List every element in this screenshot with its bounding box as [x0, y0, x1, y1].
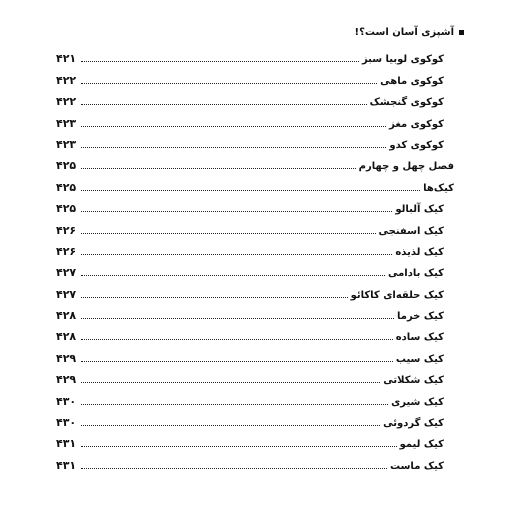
toc-entry-page: ۴۲۸: [56, 309, 77, 323]
toc-entry-title: کوکوی ماهی: [380, 75, 444, 87]
toc-entry: [56, 322, 454, 343]
toc-entry-page: ۴۲۳: [56, 116, 77, 130]
toc-entry-page: ۴۳۰: [56, 416, 77, 430]
toc-entry-title: کوکوی گنجشک: [369, 97, 444, 109]
toc-entry-page: ۴۲۳: [56, 137, 77, 151]
dot-leader: [81, 254, 392, 255]
toc-entry-page: ۴۳۱: [56, 437, 77, 451]
toc-entry-title: کیک لذیذه: [395, 246, 444, 258]
toc-entry-page: ۴۲۲: [56, 73, 77, 87]
toc-entry: [56, 258, 454, 279]
dot-leader: [81, 404, 388, 405]
toc-entry-page: ۴۲۱: [56, 52, 77, 66]
toc-entry-title: کوکوی کدو: [389, 139, 444, 151]
toc-entry-page: ۴۲۵: [56, 159, 77, 173]
toc-entry: [56, 215, 454, 236]
toc-entry: [56, 301, 454, 322]
dot-leader: [81, 339, 393, 340]
dot-leader: [81, 425, 380, 426]
dot-leader: [81, 468, 387, 469]
toc-section-entry: [56, 172, 454, 193]
dot-leader: [81, 297, 348, 298]
dot-leader: [81, 126, 386, 127]
toc-entry-title: کیک ساده: [395, 332, 444, 344]
toc-entry-title: کوکوی مغز: [389, 118, 444, 130]
toc-entry-page: ۴۲۶: [56, 223, 77, 237]
toc-entry-page: ۴۲۹: [56, 373, 77, 387]
toc-entry-title: کیک شکلاتی: [383, 375, 444, 387]
toc-entry-page: ۴۲۷: [56, 287, 77, 301]
toc-entry: [56, 194, 454, 215]
toc-entry-title: کیک‌ها: [423, 182, 454, 194]
toc-entry-title: فصل چهل و چهارم: [358, 161, 454, 173]
toc-entry-title: کیک خرما: [397, 311, 444, 323]
toc-entry: [56, 87, 454, 108]
toc-entry-page: ۴۲۵: [56, 202, 77, 216]
dot-leader: [81, 446, 397, 447]
toc-entry: [56, 44, 454, 65]
toc-entry: [56, 237, 454, 258]
dot-leader: [81, 61, 359, 62]
toc-entry: [56, 108, 454, 129]
toc-entry-page: ۴۲۸: [56, 330, 77, 344]
dot-leader: [81, 147, 386, 148]
dot-leader: [81, 190, 420, 191]
toc-entry-title: کیک اسفنجی: [378, 225, 444, 237]
toc-entry-page: ۴۳۱: [56, 458, 77, 472]
toc-entry-page: ۴۳۰: [56, 394, 77, 408]
toc-entry-title: کیک سیب: [395, 353, 444, 365]
toc-entry-title: کیک ماست: [390, 460, 444, 472]
toc-entry: [56, 429, 454, 450]
dot-leader: [81, 83, 377, 84]
bullet-square-icon: [459, 30, 464, 35]
toc-entry-title: کیک لیمو: [399, 439, 444, 451]
page-header-title: آشپزی آسان است؟!: [354, 27, 454, 38]
toc-entry-page: ۴۲۲: [56, 95, 77, 109]
toc-entry: [56, 386, 454, 407]
dot-leader: [81, 382, 380, 383]
toc-entry-title: کیک شیری: [391, 396, 444, 408]
toc-entry: [56, 408, 454, 429]
table-of-contents: [56, 44, 454, 472]
dot-leader: [81, 361, 393, 362]
toc-chapter-entry: [56, 151, 454, 172]
toc-entry: [56, 65, 454, 86]
toc-entry-page: ۴۲۷: [56, 266, 77, 280]
toc-entry-page: ۴۲۶: [56, 244, 77, 258]
toc-entry-title: کیک گردوئی: [383, 418, 444, 430]
toc-entry-title: کیک بادامی: [388, 268, 444, 280]
toc-entry-page: ۴۲۵: [56, 180, 77, 194]
toc-entry-title: کیک آلبالو: [395, 204, 444, 216]
dot-leader: [81, 168, 356, 169]
dot-leader: [81, 233, 376, 234]
toc-entry-title: کوکوی لوبیا سبز: [361, 54, 444, 66]
toc-entry: [56, 130, 454, 151]
dot-leader: [81, 318, 394, 319]
toc-entry: [56, 365, 454, 386]
dot-leader: [81, 104, 367, 105]
toc-entry: [56, 450, 454, 471]
dot-leader: [81, 211, 392, 212]
toc-entry: [56, 343, 454, 364]
toc-entry-title: کیک حلقه‌ای کاکائو: [350, 289, 444, 301]
dot-leader: [81, 275, 385, 276]
page-header: [355, 27, 464, 38]
toc-entry-page: ۴۲۹: [56, 351, 77, 365]
toc-entry: [56, 279, 454, 300]
